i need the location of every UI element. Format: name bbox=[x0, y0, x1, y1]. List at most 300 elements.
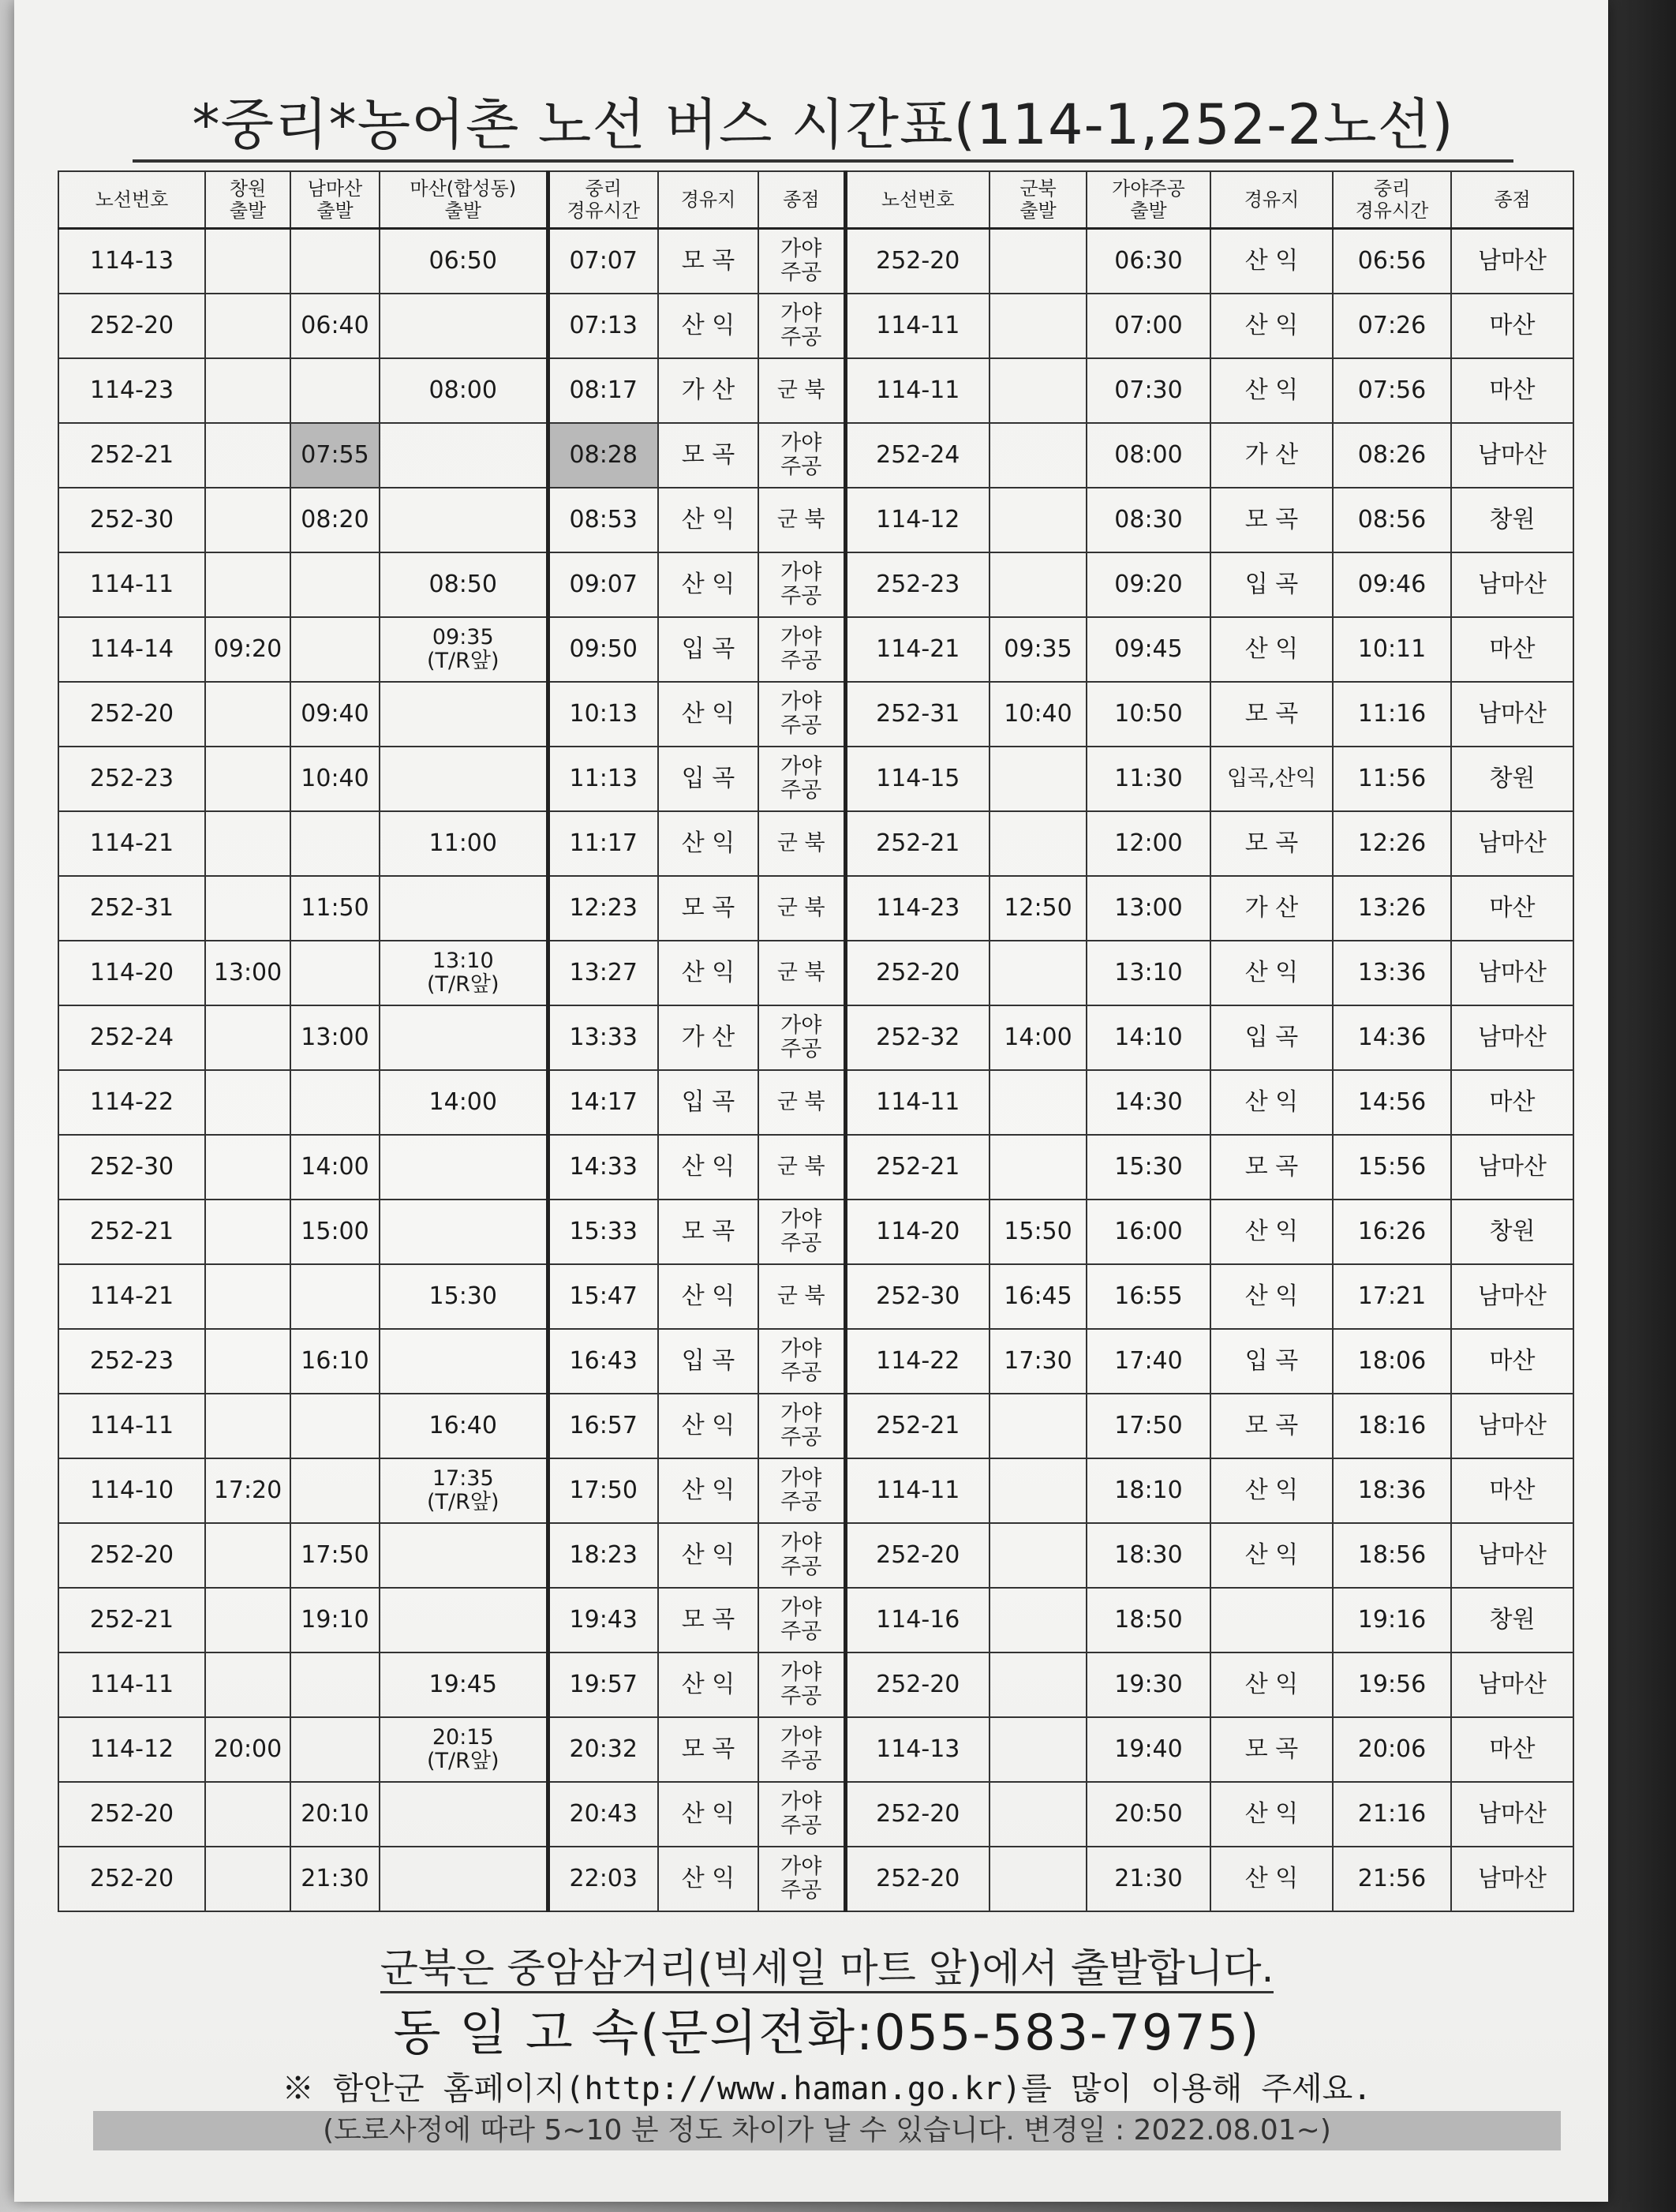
left-route-no-cell: 252-23 bbox=[58, 747, 205, 811]
left-route-no-cell: 252-31 bbox=[58, 876, 205, 941]
header-left-route-no: 노선번호 bbox=[58, 171, 205, 229]
left-route-no-cell: 252-24 bbox=[58, 1005, 205, 1070]
left-via-cell: 산 익 bbox=[658, 1652, 758, 1717]
left-changwon-dep-cell bbox=[205, 1200, 290, 1264]
right-route-no-cell: 252-21 bbox=[845, 1135, 990, 1200]
left-changwon-dep-cell: 20:00 bbox=[205, 1717, 290, 1782]
right-via-cell: 산 익 bbox=[1210, 1782, 1333, 1847]
left-nammasan-dep-cell bbox=[290, 617, 380, 682]
right-via-cell: 산 익 bbox=[1210, 1200, 1333, 1264]
right-jungri-via-cell: 18:16 bbox=[1333, 1394, 1451, 1458]
right-gunbuk-dep-cell: 16:45 bbox=[990, 1264, 1087, 1329]
left-terminus-cell: 가야 주공 bbox=[758, 682, 845, 747]
left-via-cell: 모 곡 bbox=[658, 1717, 758, 1782]
right-gaya-dep-cell: 13:00 bbox=[1087, 876, 1210, 941]
left-via-cell: 모 곡 bbox=[658, 1588, 758, 1652]
left-route-no-cell: 114-13 bbox=[58, 229, 205, 294]
left-nammasan-dep-cell: 08:20 bbox=[290, 488, 380, 552]
right-route-no-cell: 252-20 bbox=[845, 1523, 990, 1588]
right-jungri-via-cell: 11:56 bbox=[1333, 747, 1451, 811]
left-terminus-cell: 군 북 bbox=[758, 1264, 845, 1329]
left-nammasan-dep-cell bbox=[290, 229, 380, 294]
right-route-no-cell: 252-20 bbox=[845, 1847, 990, 1911]
right-gunbuk-dep-cell bbox=[990, 1652, 1087, 1717]
departure-note bbox=[93, 1944, 1561, 1992]
right-terminus-cell: 마산 bbox=[1451, 876, 1573, 941]
right-route-no-cell: 114-11 bbox=[845, 294, 990, 358]
right-gunbuk-dep-cell bbox=[990, 1782, 1087, 1847]
right-jungri-via-cell: 07:26 bbox=[1333, 294, 1451, 358]
right-terminus-cell: 마산 bbox=[1451, 294, 1573, 358]
header-left-jungri-via: 중리 경유시간 bbox=[548, 171, 658, 229]
left-via-cell: 입 곡 bbox=[658, 1070, 758, 1135]
table-row bbox=[58, 1394, 1573, 1458]
right-gunbuk-dep-cell bbox=[990, 1588, 1087, 1652]
right-jungri-via-cell: 06:56 bbox=[1333, 229, 1451, 294]
right-via-cell: 산 익 bbox=[1210, 1847, 1333, 1911]
left-terminus-cell: 가야 주공 bbox=[758, 747, 845, 811]
left-terminus-cell: 가야 주공 bbox=[758, 552, 845, 617]
right-route-no-cell: 114-11 bbox=[845, 1070, 990, 1135]
right-via-cell: 입 곡 bbox=[1210, 1005, 1333, 1070]
right-gaya-dep-cell: 16:00 bbox=[1087, 1200, 1210, 1264]
left-route-no-cell: 114-22 bbox=[58, 1070, 205, 1135]
table-row bbox=[58, 617, 1573, 682]
left-masan-dep-cell bbox=[380, 1847, 548, 1911]
right-terminus-cell: 창원 bbox=[1451, 1588, 1573, 1652]
left-jungri-via-cell: 16:43 bbox=[548, 1329, 658, 1394]
right-via-cell: 모 곡 bbox=[1210, 488, 1333, 552]
header-row bbox=[58, 171, 1573, 229]
left-via-cell: 산 익 bbox=[658, 1523, 758, 1588]
right-gunbuk-dep-cell bbox=[990, 1070, 1087, 1135]
table-row bbox=[58, 1070, 1573, 1135]
right-gaya-dep-cell: 13:10 bbox=[1087, 941, 1210, 1005]
left-via-cell: 산 익 bbox=[658, 294, 758, 358]
left-terminus-cell: 가야 주공 bbox=[758, 1847, 845, 1911]
right-jungri-via-cell: 18:56 bbox=[1333, 1523, 1451, 1588]
header-right-jungri-via: 중리 경유시간 bbox=[1333, 171, 1451, 229]
left-jungri-via-cell: 08:17 bbox=[548, 358, 658, 423]
right-terminus-cell: 남마산 bbox=[1451, 1135, 1573, 1200]
header-left-via: 경유지 bbox=[658, 171, 758, 229]
left-route-no-cell: 114-11 bbox=[58, 552, 205, 617]
right-gaya-dep-cell: 19:40 bbox=[1087, 1717, 1210, 1782]
right-gunbuk-dep-cell bbox=[990, 1458, 1087, 1523]
left-changwon-dep-cell bbox=[205, 1070, 290, 1135]
left-terminus-cell: 가야 주공 bbox=[758, 1329, 845, 1394]
left-terminus-cell: 가야 주공 bbox=[758, 1394, 845, 1458]
right-route-no-cell: 114-23 bbox=[845, 876, 990, 941]
right-gunbuk-dep-cell bbox=[990, 552, 1087, 617]
right-route-no-cell: 114-11 bbox=[845, 1458, 990, 1523]
left-changwon-dep-cell: 09:20 bbox=[205, 617, 290, 682]
header-left-nammasan-dep: 남마산 출발 bbox=[290, 171, 380, 229]
left-via-cell: 산 익 bbox=[658, 682, 758, 747]
right-route-no-cell: 114-20 bbox=[845, 1200, 990, 1264]
left-masan-dep-cell bbox=[380, 423, 548, 488]
table-row bbox=[58, 1588, 1573, 1652]
right-jungri-via-cell: 18:36 bbox=[1333, 1458, 1451, 1523]
right-jungri-via-cell: 08:26 bbox=[1333, 423, 1451, 488]
left-via-cell: 산 익 bbox=[658, 941, 758, 1005]
right-gunbuk-dep-cell: 09:35 bbox=[990, 617, 1087, 682]
left-terminus-cell: 가야 주공 bbox=[758, 1782, 845, 1847]
right-route-no-cell: 114-16 bbox=[845, 1588, 990, 1652]
right-route-no-cell: 252-21 bbox=[845, 1394, 990, 1458]
right-terminus-cell: 남마산 bbox=[1451, 1652, 1573, 1717]
table-row bbox=[58, 811, 1573, 876]
left-route-no-cell: 252-20 bbox=[58, 1847, 205, 1911]
table-row bbox=[58, 876, 1573, 941]
right-gaya-dep-cell: 09:45 bbox=[1087, 617, 1210, 682]
right-jungri-via-cell: 19:56 bbox=[1333, 1652, 1451, 1717]
left-masan-dep-cell: 15:30 bbox=[380, 1264, 548, 1329]
right-via-cell: 가 산 bbox=[1210, 423, 1333, 488]
left-jungri-via-cell: 08:53 bbox=[548, 488, 658, 552]
table-row bbox=[58, 1847, 1573, 1911]
left-nammasan-dep-cell bbox=[290, 552, 380, 617]
left-jungri-via-cell: 07:13 bbox=[548, 294, 658, 358]
left-nammasan-dep-cell: 19:10 bbox=[290, 1588, 380, 1652]
left-changwon-dep-cell bbox=[205, 1847, 290, 1911]
right-jungri-via-cell: 09:46 bbox=[1333, 552, 1451, 617]
left-masan-dep-cell bbox=[380, 488, 548, 552]
right-jungri-via-cell: 15:56 bbox=[1333, 1135, 1451, 1200]
left-changwon-dep-cell bbox=[205, 488, 290, 552]
right-via-cell: 산 익 bbox=[1210, 1652, 1333, 1717]
left-terminus-cell: 가야 주공 bbox=[758, 229, 845, 294]
left-route-no-cell: 114-11 bbox=[58, 1394, 205, 1458]
left-route-no-cell: 114-20 bbox=[58, 941, 205, 1005]
left-changwon-dep-cell bbox=[205, 423, 290, 488]
left-nammasan-dep-cell bbox=[290, 941, 380, 1005]
right-terminus-cell: 남마산 bbox=[1451, 423, 1573, 488]
right-terminus-cell: 마산 bbox=[1451, 1717, 1573, 1782]
table-row bbox=[58, 1523, 1573, 1588]
right-via-cell: 모 곡 bbox=[1210, 682, 1333, 747]
left-jungri-via-cell: 07:07 bbox=[548, 229, 658, 294]
right-via-cell: 모 곡 bbox=[1210, 811, 1333, 876]
right-route-no-cell: 114-12 bbox=[845, 488, 990, 552]
left-route-no-cell: 252-21 bbox=[58, 1588, 205, 1652]
right-route-no-cell: 252-23 bbox=[845, 552, 990, 617]
header-right-gunbuk-dep: 군북 출발 bbox=[990, 171, 1087, 229]
right-terminus-cell: 남마산 bbox=[1451, 1005, 1573, 1070]
left-via-cell: 산 익 bbox=[658, 1135, 758, 1200]
timetable-body bbox=[58, 229, 1573, 1912]
left-masan-dep-cell: 16:40 bbox=[380, 1394, 548, 1458]
table-row bbox=[58, 488, 1573, 552]
right-gaya-dep-cell: 14:10 bbox=[1087, 1005, 1210, 1070]
left-jungri-via-cell: 11:13 bbox=[548, 747, 658, 811]
homepage-note: ※ 함안군 홈페이지(http://www.haman.go.kr)를 많이 이용해 주세요. bbox=[282, 2071, 1372, 2107]
right-route-no-cell: 252-20 bbox=[845, 1652, 990, 1717]
left-masan-dep-cell: 19:45 bbox=[380, 1652, 548, 1717]
left-terminus-cell: 군 북 bbox=[758, 876, 845, 941]
left-jungri-via-cell: 16:57 bbox=[548, 1394, 658, 1458]
table-row bbox=[58, 1264, 1573, 1329]
delay-notice: (도로사정에 따라 5~10 분 정도 차이가 날 수 있습니다. 변경일 : 2022.08.01~) bbox=[93, 2111, 1561, 2150]
right-gaya-dep-cell: 17:50 bbox=[1087, 1394, 1210, 1458]
right-route-no-cell: 114-15 bbox=[845, 747, 990, 811]
right-terminus-cell: 남마산 bbox=[1451, 1847, 1573, 1911]
right-gaya-dep-cell: 17:40 bbox=[1087, 1329, 1210, 1394]
right-via-cell: 산 익 bbox=[1210, 1264, 1333, 1329]
right-via-cell: 산 익 bbox=[1210, 941, 1333, 1005]
left-via-cell: 산 익 bbox=[658, 1458, 758, 1523]
left-nammasan-dep-cell bbox=[290, 358, 380, 423]
left-masan-dep-cell: 06:50 bbox=[380, 229, 548, 294]
right-jungri-via-cell: 13:26 bbox=[1333, 876, 1451, 941]
left-changwon-dep-cell bbox=[205, 1588, 290, 1652]
right-via-cell: 모 곡 bbox=[1210, 1135, 1333, 1200]
left-terminus-cell: 군 북 bbox=[758, 1135, 845, 1200]
right-route-no-cell: 114-21 bbox=[845, 617, 990, 682]
page-title: *중리*농어촌 노선 버스 시간표(114-1,252-2노선) bbox=[133, 93, 1513, 163]
right-gunbuk-dep-cell bbox=[990, 358, 1087, 423]
left-via-cell: 입 곡 bbox=[658, 747, 758, 811]
left-via-cell: 산 익 bbox=[658, 1847, 758, 1911]
left-changwon-dep-cell bbox=[205, 358, 290, 423]
left-terminus-cell: 가야 주공 bbox=[758, 1458, 845, 1523]
right-jungri-via-cell: 11:16 bbox=[1333, 682, 1451, 747]
right-via-cell: 가 산 bbox=[1210, 876, 1333, 941]
right-gaya-dep-cell: 19:30 bbox=[1087, 1652, 1210, 1717]
bus-timetable bbox=[58, 170, 1574, 1912]
left-changwon-dep-cell bbox=[205, 229, 290, 294]
right-gaya-dep-cell: 18:10 bbox=[1087, 1458, 1210, 1523]
left-terminus-cell: 군 북 bbox=[758, 941, 845, 1005]
right-terminus-cell: 남마산 bbox=[1451, 682, 1573, 747]
right-terminus-cell: 창원 bbox=[1451, 488, 1573, 552]
left-masan-dep-cell bbox=[380, 682, 548, 747]
left-terminus-cell: 가야 주공 bbox=[758, 1005, 845, 1070]
right-terminus-cell: 남마산 bbox=[1451, 552, 1573, 617]
right-gaya-dep-cell: 16:55 bbox=[1087, 1264, 1210, 1329]
right-terminus-cell: 남마산 bbox=[1451, 1782, 1573, 1847]
right-route-no-cell: 252-21 bbox=[845, 811, 990, 876]
right-via-cell: 산 익 bbox=[1210, 358, 1333, 423]
right-route-no-cell: 114-11 bbox=[845, 358, 990, 423]
left-changwon-dep-cell bbox=[205, 682, 290, 747]
header-right-gaya-dep: 가야주공 출발 bbox=[1087, 171, 1210, 229]
table-row bbox=[58, 1200, 1573, 1264]
right-via-cell: 산 익 bbox=[1210, 1070, 1333, 1135]
left-route-no-cell: 114-21 bbox=[58, 1264, 205, 1329]
left-jungri-via-cell: 17:50 bbox=[548, 1458, 658, 1523]
right-via-cell: 입 곡 bbox=[1210, 1329, 1333, 1394]
right-route-no-cell: 252-20 bbox=[845, 941, 990, 1005]
table-row bbox=[58, 1652, 1573, 1717]
left-nammasan-dep-cell bbox=[290, 1717, 380, 1782]
right-jungri-via-cell: 21:56 bbox=[1333, 1847, 1451, 1911]
right-jungri-via-cell: 18:06 bbox=[1333, 1329, 1451, 1394]
left-nammasan-dep-cell: 10:40 bbox=[290, 747, 380, 811]
right-via-cell: 산 익 bbox=[1210, 294, 1333, 358]
left-masan-dep-cell bbox=[380, 294, 548, 358]
right-route-no-cell: 114-13 bbox=[845, 1717, 990, 1782]
left-via-cell: 산 익 bbox=[658, 1394, 758, 1458]
right-jungri-via-cell: 20:06 bbox=[1333, 1717, 1451, 1782]
left-terminus-cell: 군 북 bbox=[758, 1070, 845, 1135]
right-route-no-cell: 252-24 bbox=[845, 423, 990, 488]
table-row bbox=[58, 229, 1573, 294]
right-route-no-cell: 252-20 bbox=[845, 1782, 990, 1847]
right-via-cell: 산 익 bbox=[1210, 1458, 1333, 1523]
right-gaya-dep-cell: 08:00 bbox=[1087, 423, 1210, 488]
left-route-no-cell: 252-20 bbox=[58, 682, 205, 747]
right-gunbuk-dep-cell bbox=[990, 229, 1087, 294]
right-gunbuk-dep-cell bbox=[990, 1717, 1087, 1782]
left-changwon-dep-cell: 13:00 bbox=[205, 941, 290, 1005]
left-jungri-via-cell: 13:33 bbox=[548, 1005, 658, 1070]
left-jungri-via-cell: 15:33 bbox=[548, 1200, 658, 1264]
right-jungri-via-cell: 12:26 bbox=[1333, 811, 1451, 876]
left-changwon-dep-cell bbox=[205, 747, 290, 811]
table-row bbox=[58, 1717, 1573, 1782]
table-row bbox=[58, 941, 1573, 1005]
left-jungri-via-cell: 18:23 bbox=[548, 1523, 658, 1588]
left-via-cell: 입 곡 bbox=[658, 1329, 758, 1394]
timetable-sheet bbox=[14, 0, 1608, 2202]
right-via-cell: 모 곡 bbox=[1210, 1394, 1333, 1458]
left-changwon-dep-cell bbox=[205, 1523, 290, 1588]
left-terminus-cell: 군 북 bbox=[758, 358, 845, 423]
left-via-cell: 모 곡 bbox=[658, 423, 758, 488]
left-nammasan-dep-cell: 16:10 bbox=[290, 1329, 380, 1394]
left-masan-dep-cell: 14:00 bbox=[380, 1070, 548, 1135]
left-route-no-cell: 252-21 bbox=[58, 1200, 205, 1264]
right-gaya-dep-cell: 18:30 bbox=[1087, 1523, 1210, 1588]
right-gaya-dep-cell: 09:20 bbox=[1087, 552, 1210, 617]
left-jungri-via-cell: 12:23 bbox=[548, 876, 658, 941]
header-left-terminus: 종점 bbox=[758, 171, 845, 229]
left-route-no-cell: 114-10 bbox=[58, 1458, 205, 1523]
left-changwon-dep-cell bbox=[205, 1329, 290, 1394]
left-changwon-dep-cell bbox=[205, 552, 290, 617]
right-terminus-cell: 남마산 bbox=[1451, 229, 1573, 294]
left-via-cell: 산 익 bbox=[658, 552, 758, 617]
header-right-route-no: 노선번호 bbox=[845, 171, 990, 229]
left-changwon-dep-cell bbox=[205, 294, 290, 358]
right-gaya-dep-cell: 07:30 bbox=[1087, 358, 1210, 423]
left-via-cell: 가 산 bbox=[658, 358, 758, 423]
left-nammasan-dep-cell bbox=[290, 1070, 380, 1135]
left-changwon-dep-cell bbox=[205, 1135, 290, 1200]
right-terminus-cell: 남마산 bbox=[1451, 1264, 1573, 1329]
left-changwon-dep-cell bbox=[205, 1394, 290, 1458]
left-masan-dep-cell bbox=[380, 876, 548, 941]
right-via-cell: 산 익 bbox=[1210, 1523, 1333, 1588]
table-row bbox=[58, 1005, 1573, 1070]
right-via-cell: 입 곡 bbox=[1210, 552, 1333, 617]
right-route-no-cell: 252-30 bbox=[845, 1264, 990, 1329]
left-masan-dep-cell: 11:00 bbox=[380, 811, 548, 876]
right-gunbuk-dep-cell bbox=[990, 811, 1087, 876]
left-masan-dep-cell bbox=[380, 1135, 548, 1200]
right-gaya-dep-cell: 07:00 bbox=[1087, 294, 1210, 358]
left-changwon-dep-cell bbox=[205, 1652, 290, 1717]
right-terminus-cell: 남마산 bbox=[1451, 1523, 1573, 1588]
right-gaya-dep-cell: 06:30 bbox=[1087, 229, 1210, 294]
right-terminus-cell: 창원 bbox=[1451, 1200, 1573, 1264]
left-route-no-cell: 252-23 bbox=[58, 1329, 205, 1394]
header-right-via: 경유지 bbox=[1210, 171, 1333, 229]
left-jungri-via-cell: 20:43 bbox=[548, 1782, 658, 1847]
left-route-no-cell: 252-30 bbox=[58, 488, 205, 552]
left-nammasan-dep-cell bbox=[290, 1652, 380, 1717]
right-route-no-cell: 252-32 bbox=[845, 1005, 990, 1070]
table-row bbox=[58, 294, 1573, 358]
right-gaya-dep-cell: 21:30 bbox=[1087, 1847, 1210, 1911]
left-via-cell: 산 익 bbox=[658, 1264, 758, 1329]
right-gunbuk-dep-cell: 15:50 bbox=[990, 1200, 1087, 1264]
left-route-no-cell: 252-21 bbox=[58, 423, 205, 488]
left-via-cell: 산 익 bbox=[658, 811, 758, 876]
right-gaya-dep-cell: 12:00 bbox=[1087, 811, 1210, 876]
left-jungri-via-cell: 14:33 bbox=[548, 1135, 658, 1200]
left-jungri-via-cell: 13:27 bbox=[548, 941, 658, 1005]
left-terminus-cell: 군 북 bbox=[758, 488, 845, 552]
table-row bbox=[58, 1135, 1573, 1200]
right-terminus-cell: 남마산 bbox=[1451, 811, 1573, 876]
left-route-no-cell: 252-20 bbox=[58, 1782, 205, 1847]
right-terminus-cell: 창원 bbox=[1451, 747, 1573, 811]
right-gunbuk-dep-cell bbox=[990, 1523, 1087, 1588]
left-masan-dep-cell: 20:15 (T/R앞) bbox=[380, 1717, 548, 1782]
left-masan-dep-cell bbox=[380, 1782, 548, 1847]
left-jungri-via-cell: 08:28 bbox=[548, 423, 658, 488]
left-changwon-dep-cell bbox=[205, 1005, 290, 1070]
right-gaya-dep-cell: 15:30 bbox=[1087, 1135, 1210, 1200]
left-masan-dep-cell bbox=[380, 1588, 548, 1652]
right-terminus-cell: 마산 bbox=[1451, 617, 1573, 682]
right-jungri-via-cell: 07:56 bbox=[1333, 358, 1451, 423]
right-via-cell: 산 익 bbox=[1210, 617, 1333, 682]
left-jungri-via-cell: 20:32 bbox=[548, 1717, 658, 1782]
left-nammasan-dep-cell: 07:55 bbox=[290, 423, 380, 488]
right-terminus-cell: 마산 bbox=[1451, 358, 1573, 423]
left-nammasan-dep-cell: 14:00 bbox=[290, 1135, 380, 1200]
table-row bbox=[58, 1782, 1573, 1847]
table-row bbox=[58, 747, 1573, 811]
left-route-no-cell: 114-21 bbox=[58, 811, 205, 876]
left-nammasan-dep-cell: 11:50 bbox=[290, 876, 380, 941]
header-right-terminus: 종점 bbox=[1451, 171, 1573, 229]
right-route-no-cell: 114-22 bbox=[845, 1329, 990, 1394]
left-masan-dep-cell bbox=[380, 747, 548, 811]
left-masan-dep-cell: 08:00 bbox=[380, 358, 548, 423]
left-jungri-via-cell: 19:43 bbox=[548, 1588, 658, 1652]
left-masan-dep-cell: 08:50 bbox=[380, 552, 548, 617]
right-gunbuk-dep-cell: 10:40 bbox=[990, 682, 1087, 747]
right-gunbuk-dep-cell bbox=[990, 1847, 1087, 1911]
right-gaya-dep-cell: 10:50 bbox=[1087, 682, 1210, 747]
left-via-cell: 모 곡 bbox=[658, 229, 758, 294]
left-changwon-dep-cell bbox=[205, 811, 290, 876]
left-terminus-cell: 가야 주공 bbox=[758, 1588, 845, 1652]
right-gunbuk-dep-cell bbox=[990, 1135, 1087, 1200]
table-row bbox=[58, 1329, 1573, 1394]
left-via-cell: 입 곡 bbox=[658, 617, 758, 682]
right-terminus-cell: 남마산 bbox=[1451, 1394, 1573, 1458]
left-terminus-cell: 가야 주공 bbox=[758, 617, 845, 682]
left-nammasan-dep-cell: 17:50 bbox=[290, 1523, 380, 1588]
left-masan-dep-cell bbox=[380, 1200, 548, 1264]
right-via-cell: 산 익 bbox=[1210, 229, 1333, 294]
left-terminus-cell: 가야 주공 bbox=[758, 1523, 845, 1588]
